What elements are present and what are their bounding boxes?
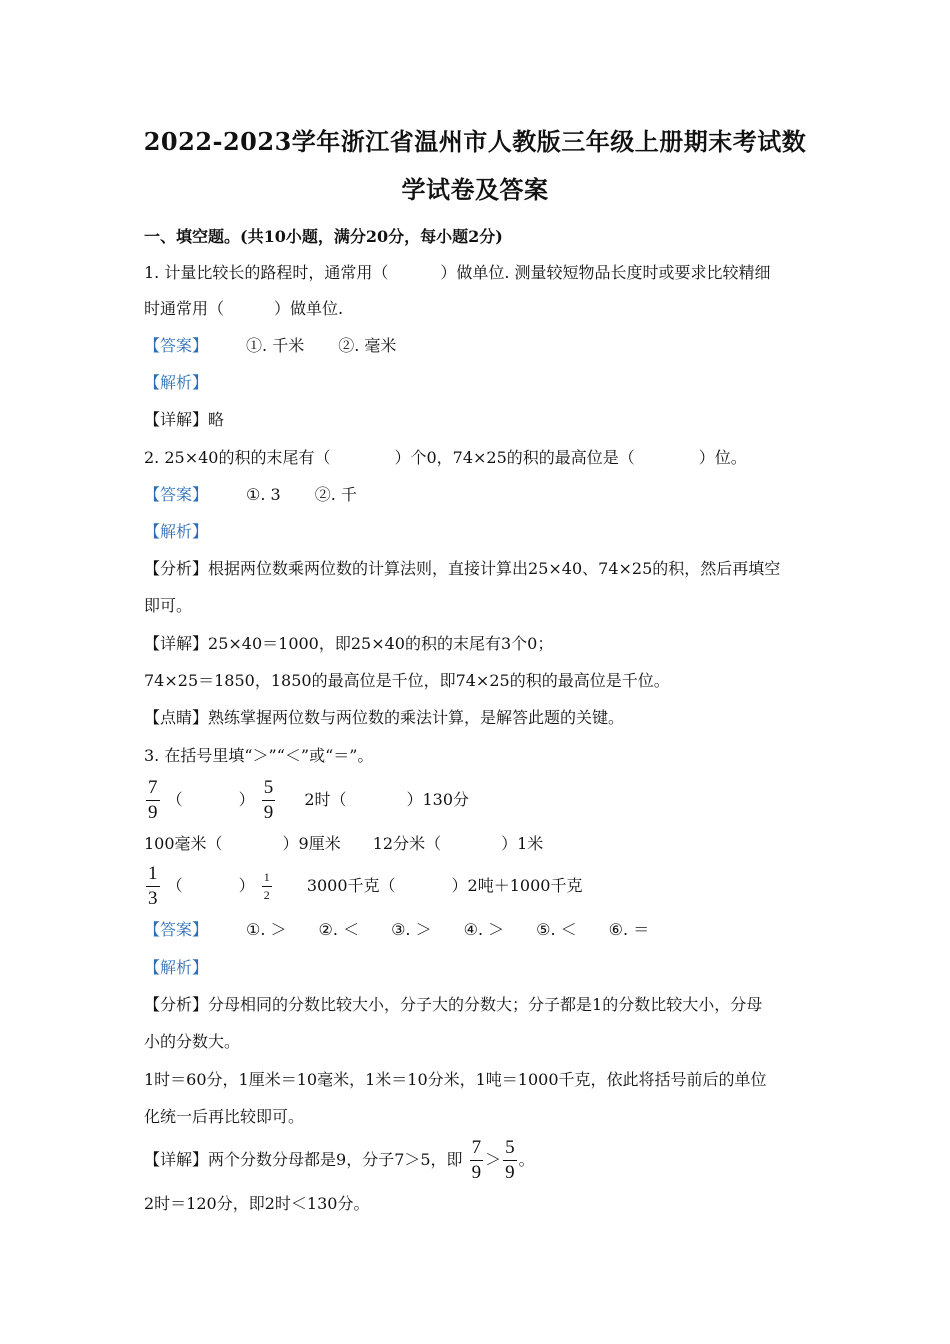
- analysis-tag: 【解析】: [144, 373, 209, 392]
- fraction-1-3: $\frac{1}{3}$: [148, 863, 158, 909]
- q3-detail: [144, 1138, 535, 1183]
- fenxi-tag: 【分析】: [144, 995, 209, 1014]
- q2-detail-text: 25×40＝1000，即25×40的积的末尾有3个0；: [208, 634, 554, 653]
- q2-fenxi-2: 即可。: [144, 596, 193, 615]
- q3-item3-a: 100毫米（: [144, 834, 223, 853]
- q3-answer-5: ⑤. ＜: [536, 920, 577, 939]
- q3-units-1: 1时＝60分，1厘米＝10毫米，1米＝10分米，1吨＝1000千克，依此将括号前后的单位: [144, 1070, 767, 1089]
- q3-answer-1: ①. ＞: [246, 920, 287, 939]
- q3-row3: [144, 864, 582, 909]
- q3-answer-3: ③. ＞: [391, 920, 432, 939]
- q1-answer-2: ②. 毫米: [338, 336, 397, 355]
- q1-line1: [144, 262, 771, 284]
- q3-detail-gt: ＞: [485, 1150, 502, 1169]
- q3-fenxi-2: 小的分数大。: [144, 1032, 241, 1051]
- analysis-tag: 【解析】: [144, 522, 209, 541]
- q2-note-text: 熟练掌握两位数与两位数的乘法计算，是解答此题的关键。: [208, 708, 625, 727]
- answer-tag: 【答案】: [144, 336, 209, 355]
- q2-answer-2: ②. 千: [314, 485, 357, 504]
- q3-item3-b: ）9厘米: [282, 834, 341, 853]
- q1-text-a: 1. 计量比较长的路程时，通常用（: [144, 263, 389, 282]
- fraction-5-9: $\frac{5}{9}$: [505, 1137, 515, 1183]
- q3-paren-open: （: [166, 790, 183, 809]
- q2-answer-1: ①. 3: [246, 485, 281, 504]
- q2-fenxi-text: 根据两位数乘两位数的计算法则，直接计算出25×40、74×25的积，然后再填空: [208, 559, 781, 578]
- q3-detail-end: 。: [518, 1150, 535, 1169]
- q2-detail-1: [144, 633, 553, 655]
- q2-text-a: 2. 25×40的积的末尾有（: [144, 448, 331, 467]
- q2-text-c: ）位。: [698, 448, 747, 467]
- q1-text-c: 时通常用（: [144, 299, 225, 318]
- q2-analysis: [144, 521, 208, 543]
- fraction-1-2: $\frac{1}{2}$: [263, 870, 270, 902]
- q3-paren-close: ）: [238, 790, 255, 809]
- q3-units-2: 化统一后再比较即可。: [144, 1107, 305, 1126]
- answer-tag: 【答案】: [144, 485, 209, 504]
- q2-text-b: ）个0，74×25的积的最高位是（: [394, 448, 635, 467]
- q3-fenxi-text: 分母相同的分数比较大小，分子大的分数大；分子都是1的分数比较大小，分母: [208, 995, 763, 1014]
- q1-detail: [144, 409, 224, 431]
- answer-tag: 【答案】: [144, 920, 209, 939]
- q3-row1: [144, 778, 469, 823]
- section-heading: 一、填空题。(共10小题，满分20分，每小题2分): [144, 227, 503, 246]
- q3-item2-a: 2时（: [304, 790, 347, 809]
- q3-answer-6: ⑥. ＝: [608, 920, 650, 939]
- fraction-7-9: $\frac{7}{9}$: [148, 777, 158, 823]
- q3-stem: 3. 在括号里填“＞”“＜”或“＝”。: [144, 746, 374, 765]
- document-title-line1: 2022-2023学年浙江省温州市人教版三年级上册期末考试数: [143, 127, 807, 156]
- q3-analysis: [144, 957, 208, 979]
- q3-row2: [144, 833, 543, 855]
- q2-fenxi-1: [144, 558, 780, 580]
- analysis-tag: 【解析】: [144, 958, 209, 977]
- detail-tag: 【详解】: [144, 634, 209, 653]
- q3-item4-b: ）1米: [501, 834, 544, 853]
- q3-item6-b: ）2吨＋1000千克: [451, 876, 583, 895]
- q2-detail-2: 74×25＝1850，1850的最高位是千位，即74×25的积的最高位是千位。: [144, 671, 670, 690]
- q3-answer-4: ④. ＞: [463, 920, 505, 939]
- q3-item2-b: ）130分: [406, 790, 470, 809]
- q1-answer: [144, 335, 396, 357]
- q1-answer-1: ①. 千米: [246, 336, 305, 355]
- q2-line: [144, 447, 747, 469]
- q3-paren-close: ）: [238, 876, 255, 895]
- note-tag: 【点睛】: [144, 708, 209, 727]
- q3-fenxi-1: [144, 994, 762, 1016]
- q3-paren-open: （: [166, 876, 183, 895]
- q1-line2: [144, 298, 343, 320]
- q3-item4-a: 12分米（: [372, 834, 442, 853]
- q2-note: [144, 707, 624, 729]
- q3-item6-a: 3000千克（: [306, 876, 396, 895]
- detail-tag: 【详解】: [144, 1150, 209, 1169]
- fenxi-tag: 【分析】: [144, 559, 209, 578]
- fraction-5-9: $\frac{5}{9}$: [263, 777, 274, 823]
- q3-last-line: 2时＝120分，即2时＜130分。: [144, 1194, 370, 1213]
- q1-text-b: ）做单位. 测量较短物品长度时或要求比较精细: [440, 263, 771, 282]
- fraction-7-9: $\frac{7}{9}$: [471, 1137, 482, 1183]
- q1-detail-text: 略: [208, 410, 225, 429]
- detail-tag: 【详解】: [144, 410, 209, 429]
- q3-answer-2: ②. ＜: [318, 920, 360, 939]
- document-title-line2: 学试卷及答案: [401, 175, 549, 204]
- q2-answer: [144, 484, 357, 506]
- q1-text-d: ）做单位.: [274, 299, 344, 318]
- q3-detail-text: 两个分数分母都是9，分子7＞5，即: [208, 1150, 463, 1169]
- q1-analysis: [144, 372, 208, 394]
- q3-answer: [144, 919, 649, 941]
